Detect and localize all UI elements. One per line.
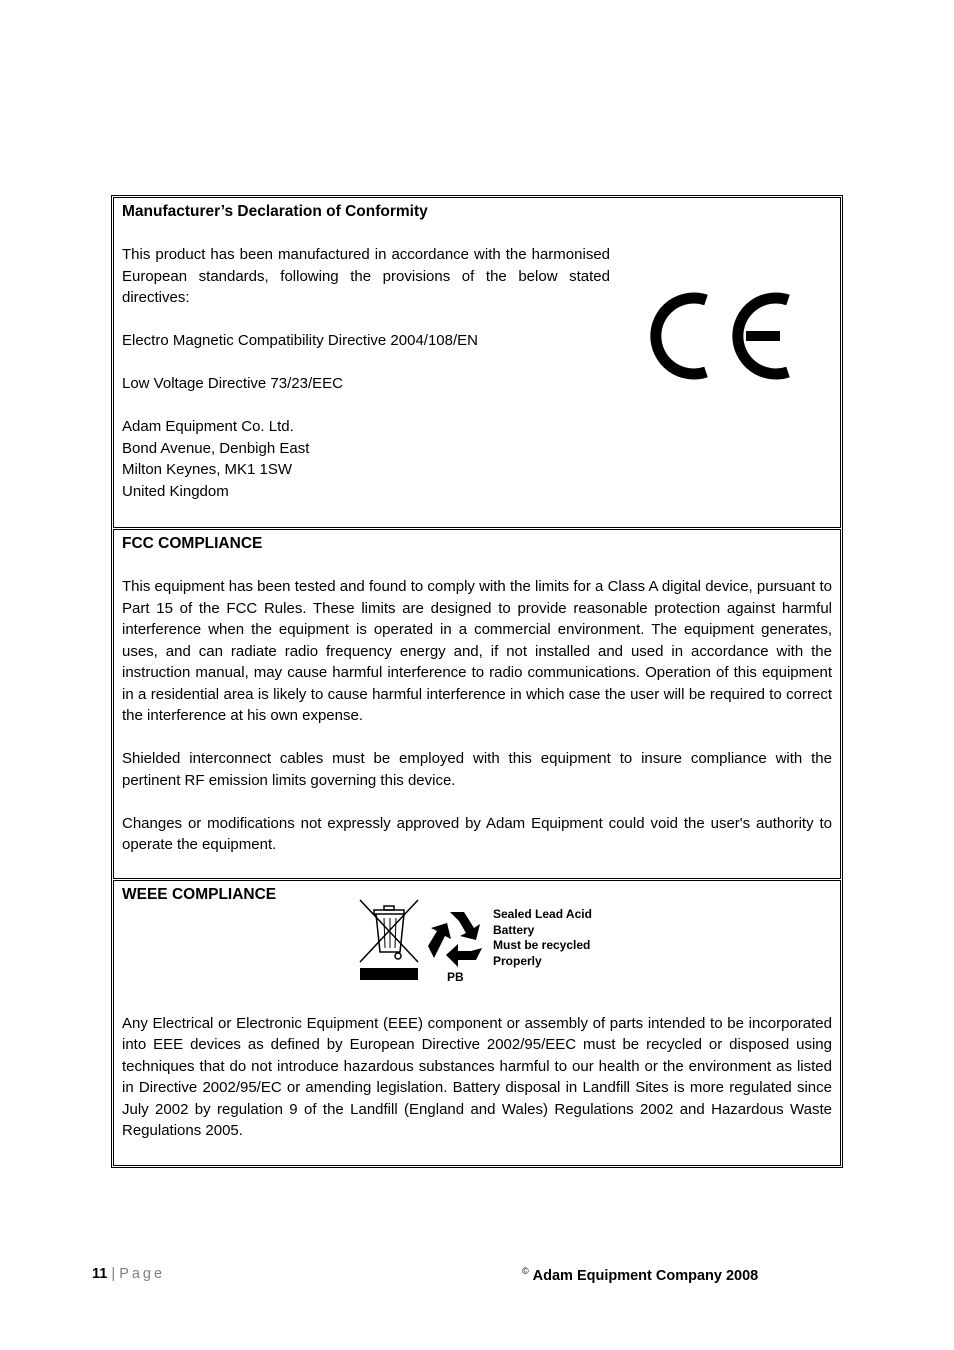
- fcc-section: [113, 529, 841, 879]
- address-line: Adam Equipment Co. Ltd.: [122, 418, 294, 435]
- address-line: Bond Avenue, Denbigh East: [122, 439, 310, 457]
- copyright: [522, 1266, 758, 1284]
- fcc-paragraph: This equipment has been tested and found to comply with the limits for a Class A digital device, pursuant to Part 15 of the FCC Rules. These limits are designed to provide reasonable protection against harmful interference when the equipment is operated in a commercial environment. The equipment generates, uses, and can radiate radio frequency energy and, if not installed and used in accordance with the instruction manual, may cause harmful interference to radio communications. Operation of this equipment in a residential area is likely to cause harmful interference in which case the user will be required to correct the interference at his own expense.: [122, 578, 832, 724]
- copyright-text: Adam Equipment Company 2008: [532, 1268, 759, 1284]
- fcc-paragraph: Shielded interconnect cables must be employed with this equipment to insure compliance with the pertinent RF emission limits governing this device.: [122, 750, 832, 789]
- address-line: Milton Keynes, MK1 1SW: [122, 461, 293, 478]
- crossed-bin-icon: [360, 900, 418, 980]
- copyright-symbol: ©: [522, 1266, 529, 1276]
- emc-directive: Electro Magnetic Compatibility Directive 2004/108/EN: [122, 332, 478, 349]
- page-number: [92, 1266, 165, 1282]
- page-word: Page: [119, 1266, 166, 1282]
- battery-notice-line: Battery: [493, 922, 535, 937]
- address-line: United Kingdom: [122, 482, 229, 500]
- battery-notice-line: Sealed Lead Acid: [493, 907, 592, 921]
- battery-notice-line: Must be recycled: [493, 938, 591, 952]
- fcc-heading: FCC COMPLIANCE: [122, 535, 263, 552]
- weee-heading: WEEE COMPLIANCE: [122, 886, 277, 903]
- fcc-paragraph: Changes or modifications not expressly approved by Adam Equipment could void the user's authority to operate the equipment.: [122, 814, 832, 853]
- declaration-intro: This product has been manufactured in accordance with the harmonised European standards, following the provisions of the below stated directives:: [122, 246, 610, 306]
- ce-mark-icon: [642, 288, 792, 384]
- battery-notice-line: Properly: [493, 953, 542, 968]
- weee-section: [113, 880, 841, 1166]
- declaration-heading: Manufacturer’s Declaration of Conformity: [122, 203, 428, 220]
- page-number-value: 11: [92, 1266, 108, 1282]
- battery-notice: [493, 907, 592, 969]
- low-voltage-directive: Low Voltage Directive 73/23/EEC: [122, 375, 343, 392]
- conformity-frame: [111, 195, 843, 1168]
- pb-label: PB: [447, 970, 464, 984]
- declaration-body: [122, 244, 610, 502]
- page-separator: |: [111, 1266, 116, 1282]
- declaration-section: [113, 197, 841, 528]
- weee-paragraph: Any Electrical or Electronic Equipment (EEE) component or assembly of parts intended to be incorporated into EEE devices as defined by European Directive 2002/95/EEC must be recycled or disposed using techniques that do not introduce hazardous substances harmful to our health or the environment as listed in Directive 2002/95/EC or amending legislation. Battery disposal in Landfill Sites is more regulated since July 2002 by regulation 9 of the Landfill (England and Wales) Regulations 2002 and Hazardous Waste Regulations 2005.: [122, 1014, 832, 1139]
- recycle-icon: [428, 912, 482, 967]
